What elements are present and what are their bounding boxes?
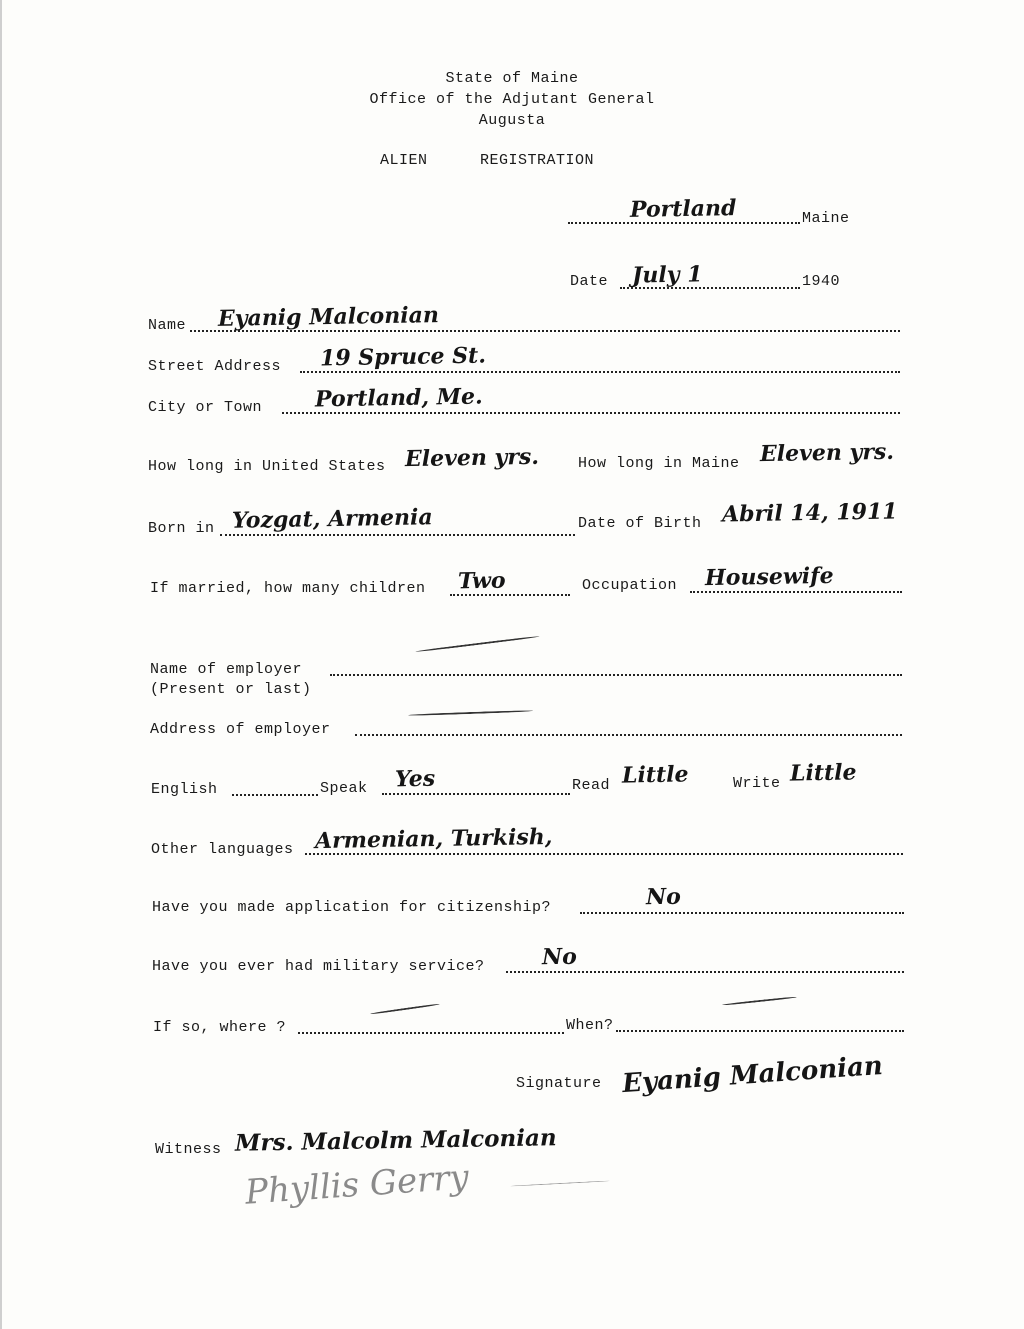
born-value: Yozgat, Armenia	[231, 504, 433, 534]
witness-second-signature: Phyllis Gerry	[243, 1157, 470, 1213]
street-value: 19 Spruce St.	[319, 342, 487, 372]
english-label: English	[151, 781, 218, 798]
occupation-value: Housewife	[704, 562, 834, 592]
children-label: If married, how many children	[150, 580, 426, 597]
employer-label: Name of employer	[150, 661, 303, 678]
employer-address-dots	[355, 734, 902, 736]
street-label: Street Address	[148, 358, 282, 375]
employer-sub-label: (Present or last)	[150, 681, 312, 698]
witness-value: Mrs. Malcolm Malconian	[234, 1124, 557, 1157]
born-label: Born in	[148, 520, 215, 537]
city-value: Portland, Me.	[314, 383, 483, 413]
place-dots	[568, 222, 800, 224]
children-dots	[450, 594, 570, 596]
dob-label: Date of Birth	[578, 515, 702, 532]
occupation-dots	[690, 591, 902, 593]
us-duration-label: How long in United States	[148, 458, 386, 475]
place-value: Portland	[629, 195, 737, 223]
maine-duration-value: Eleven yrs.	[759, 438, 895, 468]
military-label: Have you ever had military service?	[152, 958, 485, 975]
military-dots	[506, 971, 904, 973]
header-city: Augusta	[478, 112, 546, 129]
employer-dots	[330, 674, 902, 676]
header-office: Office of the Adjutant General	[369, 91, 655, 108]
header-state: State of Maine	[445, 70, 579, 87]
read-value: Little	[621, 761, 689, 789]
maine-duration-label: How long in Maine	[578, 455, 740, 472]
speak-dots	[382, 793, 570, 795]
citizenship-label: Have you made application for citizenship?	[152, 899, 552, 916]
occupation-label: Occupation	[582, 577, 678, 594]
military-value: No	[541, 943, 578, 971]
other-languages-value: Armenian, Turkish,	[314, 823, 553, 855]
children-value: Two	[457, 567, 506, 595]
street-dots	[300, 371, 900, 373]
city-dots	[282, 412, 900, 414]
write-value: Little	[789, 759, 857, 787]
citizenship-value: No	[645, 883, 682, 911]
city-label: City or Town	[148, 399, 263, 416]
when-dots	[616, 1030, 904, 1032]
form-title-registration: REGISTRATION	[480, 152, 595, 169]
date-label: Date	[570, 273, 609, 290]
other-languages-label: Other languages	[151, 841, 294, 858]
write-label: Write	[733, 775, 781, 792]
where-dots	[298, 1032, 564, 1034]
us-duration-value: Eleven yrs.	[404, 443, 540, 473]
place-suffix: Maine	[802, 210, 850, 227]
english-dots	[232, 794, 318, 796]
employer-address-label: Address of employer	[150, 721, 331, 738]
witness-label: Witness	[155, 1141, 222, 1158]
name-value: Eyanig Malconian	[217, 302, 440, 332]
form-title-alien: ALIEN	[380, 152, 428, 169]
speak-value: Yes	[394, 765, 436, 793]
speak-label: Speak	[320, 780, 368, 797]
date-year: 1940	[802, 273, 841, 290]
name-label: Name	[148, 317, 187, 334]
other-languages-dots	[305, 853, 903, 855]
read-label: Read	[572, 777, 611, 794]
born-dots	[220, 534, 575, 536]
citizenship-dots	[580, 912, 904, 914]
date-value: July 1	[631, 261, 703, 289]
dob-value: Abril 14, 1911	[721, 498, 898, 528]
where-label: If so, where ?	[153, 1019, 287, 1036]
signature-label: Signature	[516, 1075, 602, 1092]
signature-value: Eyanig Malconian	[621, 1050, 884, 1100]
when-label: When?	[566, 1017, 614, 1034]
